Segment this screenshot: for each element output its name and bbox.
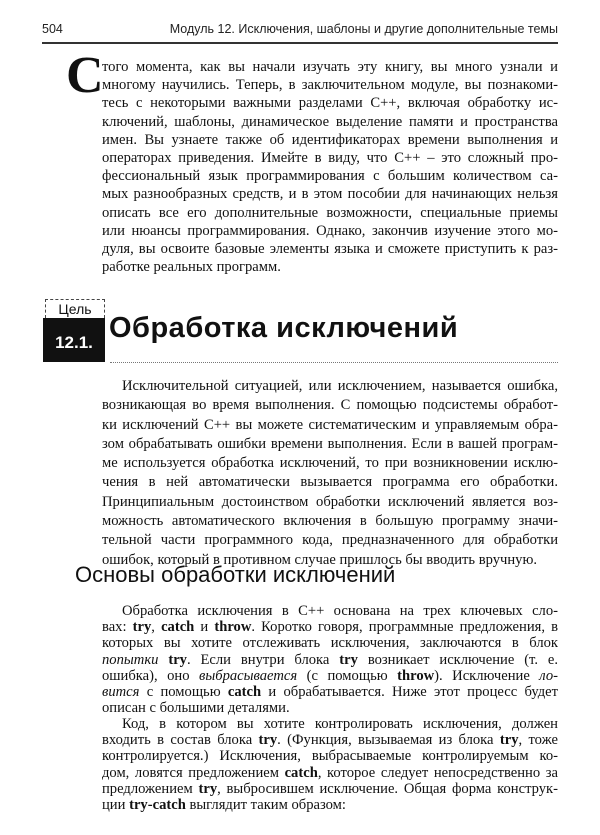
keyword: try bbox=[499, 732, 519, 749]
text-run: предложением bbox=[102, 780, 199, 797]
text-line bbox=[102, 512, 558, 531]
paragraph-basics bbox=[102, 603, 558, 716]
section-title: Обработка исключений bbox=[109, 312, 459, 344]
text-run: тельной части программного кода, предназначенного для обработки bbox=[102, 532, 558, 549]
page-number: 504 bbox=[42, 22, 63, 36]
keyword: catch bbox=[161, 619, 195, 636]
text-line bbox=[102, 473, 558, 492]
text-run: дуля, вы освоите базовые элементы языка и сможете приступить к раз- bbox=[102, 240, 558, 257]
text-line bbox=[102, 732, 558, 748]
text-run: выглядит таким образом: bbox=[185, 796, 346, 813]
text-run: возникающая во время выполнения. С помощью подсистемы обработ- bbox=[102, 397, 558, 414]
text-run: , выбросившем исключение. Общая форма конструк- bbox=[217, 780, 559, 797]
text-run: Исключительной ситуацией, или исключением, называется ошибка, bbox=[122, 378, 558, 394]
text-line bbox=[102, 635, 558, 651]
text-run: можность автоматического включения в большую программу значи- bbox=[102, 513, 558, 530]
text-line bbox=[102, 454, 558, 473]
text-line bbox=[102, 619, 558, 635]
section-rule bbox=[110, 362, 558, 363]
text-run: мых разнообразных средств, и в этом пособии для начинающих нельзя bbox=[102, 186, 558, 203]
emphasis: выбрасывается bbox=[199, 667, 298, 684]
text-run: описать все его дополнительные возможности, специальные приемы bbox=[102, 204, 558, 221]
keyword: try bbox=[339, 651, 358, 668]
text-line bbox=[102, 765, 558, 781]
subsection-title: Основы обработки исключений bbox=[75, 562, 396, 587]
text-run: и bbox=[194, 619, 215, 636]
text-line bbox=[102, 240, 558, 258]
text-run: или нюансы программирования. Однако, закончив изучение этого мо- bbox=[102, 222, 558, 239]
text-run: которых вы хотите отслеживать исключения, заключаются в блок bbox=[102, 635, 558, 652]
text-line bbox=[102, 748, 558, 764]
text-run: Код, в котором вы хотите контролировать исключения, должен bbox=[122, 716, 558, 732]
text-line bbox=[102, 149, 558, 167]
text-line bbox=[102, 204, 558, 222]
text-line bbox=[102, 797, 558, 813]
text-run: . (Функция, вызываемая из блока bbox=[277, 732, 500, 749]
text-run: с помощью bbox=[139, 683, 228, 700]
paragraph-exceptions-intro bbox=[102, 377, 558, 570]
text-run: того момента, как вы начали изучать эту книгу, вы много узнали и bbox=[102, 59, 558, 75]
text-run: контролируется.) Исключения, выбрасываемые контролируемым ко- bbox=[102, 748, 558, 765]
text-run: ). Исключение bbox=[434, 667, 540, 684]
keyword: try bbox=[168, 651, 187, 668]
text-line bbox=[102, 396, 558, 415]
text-run: вах: bbox=[102, 619, 133, 636]
text-run: тесь с некоторыми важными разделами C++, включая обработку ис- bbox=[102, 95, 558, 112]
text-line bbox=[102, 94, 558, 112]
section-number: 12.1. bbox=[43, 318, 105, 362]
text-run: ции bbox=[102, 796, 130, 813]
text-run: и обрабатывается. Ниже этот процесс будет bbox=[261, 683, 558, 700]
keyword: try bbox=[132, 619, 152, 636]
text-run: ме используется обработка исключений, то при возникновении исклю- bbox=[102, 455, 558, 472]
keyword: catch bbox=[284, 764, 318, 781]
text-run: ошибок, который в противном случае пришлось бы вводить вручную. bbox=[102, 551, 538, 568]
keyword: try-catch bbox=[129, 796, 186, 813]
text-run bbox=[158, 652, 168, 668]
text-line bbox=[102, 668, 558, 684]
text-run: ки исключений C++ вы можете систематическим и управляемым обра- bbox=[102, 416, 558, 433]
drop-cap: С bbox=[66, 47, 104, 104]
text-line bbox=[102, 435, 558, 454]
text-run: возникает исключение (т. е. bbox=[357, 651, 558, 668]
emphasis: ло- bbox=[539, 667, 558, 684]
text-run: имен. Вы узнаете также об идентификаторах времени выполнения и bbox=[102, 131, 558, 148]
text-run: работке реальных программ. bbox=[102, 259, 281, 276]
text-line bbox=[102, 603, 558, 619]
text-line bbox=[102, 781, 558, 797]
text-run: фессиональный язык программирования с большим количеством са- bbox=[102, 168, 558, 185]
text-line bbox=[102, 684, 558, 700]
running-title: Модуль 12. Исключения, шаблоны и другие дополнительные темы bbox=[169, 22, 558, 36]
text-run: , bbox=[151, 619, 162, 636]
text-line bbox=[102, 700, 558, 716]
text-line bbox=[102, 652, 558, 668]
text-line bbox=[102, 716, 558, 732]
emphasis: вится bbox=[102, 683, 140, 700]
text-run: , которое следует непосредственно за bbox=[317, 764, 558, 781]
keyword: throw bbox=[214, 619, 252, 636]
text-run: дом, ловятся предложением bbox=[102, 764, 285, 781]
text-run: зом обрабатывать ошибки времени выполнения. Если в вашей програм- bbox=[102, 435, 558, 452]
keyword: catch bbox=[227, 683, 262, 700]
goal-label: Цель bbox=[45, 299, 105, 318]
paragraph-try-block bbox=[102, 716, 558, 813]
text-run: Принципиальным достоинством обработки исключений является воз- bbox=[102, 493, 558, 510]
text-run: ошибка), оно bbox=[102, 667, 200, 684]
text-run: Обработка исключения в C++ основана на трех ключевых сло- bbox=[122, 603, 558, 619]
text-line bbox=[102, 167, 558, 185]
text-run: , тоже bbox=[518, 732, 558, 749]
keyword: try bbox=[198, 780, 218, 797]
intro-paragraph bbox=[102, 58, 558, 276]
text-run: чения в ней автоматически вызывается программа его обработки. bbox=[102, 474, 558, 491]
text-line bbox=[102, 416, 558, 435]
text-line bbox=[102, 131, 558, 149]
keyword: try bbox=[258, 732, 278, 749]
text-line bbox=[102, 58, 558, 76]
emphasis: попытки bbox=[102, 651, 159, 668]
text-run: многому научились. Теперь, в заключительном модуле, вы познакоми- bbox=[102, 77, 558, 94]
text-run: входить в состав блока bbox=[102, 732, 259, 749]
keyword: throw bbox=[397, 667, 435, 684]
text-line bbox=[102, 493, 558, 512]
text-line bbox=[102, 222, 558, 240]
text-run: . Если внутри блока bbox=[186, 651, 340, 668]
text-line bbox=[102, 76, 558, 94]
text-run: описан с большими деталями. bbox=[102, 700, 290, 717]
text-run: . Коротко говоря, программные предложения, в bbox=[251, 619, 558, 636]
text-line bbox=[102, 113, 558, 131]
text-run: (с помощью bbox=[297, 667, 398, 684]
text-line bbox=[102, 531, 558, 550]
header-rule bbox=[42, 42, 558, 44]
text-line bbox=[102, 185, 558, 203]
text-line bbox=[102, 377, 558, 396]
text-line bbox=[102, 258, 558, 276]
text-run: ключений, шаблоны, динамическое выделение памяти и пространства bbox=[102, 113, 558, 130]
text-run: операторах приведения. Имейте в виду, что C++ – это сложный про- bbox=[102, 149, 558, 166]
